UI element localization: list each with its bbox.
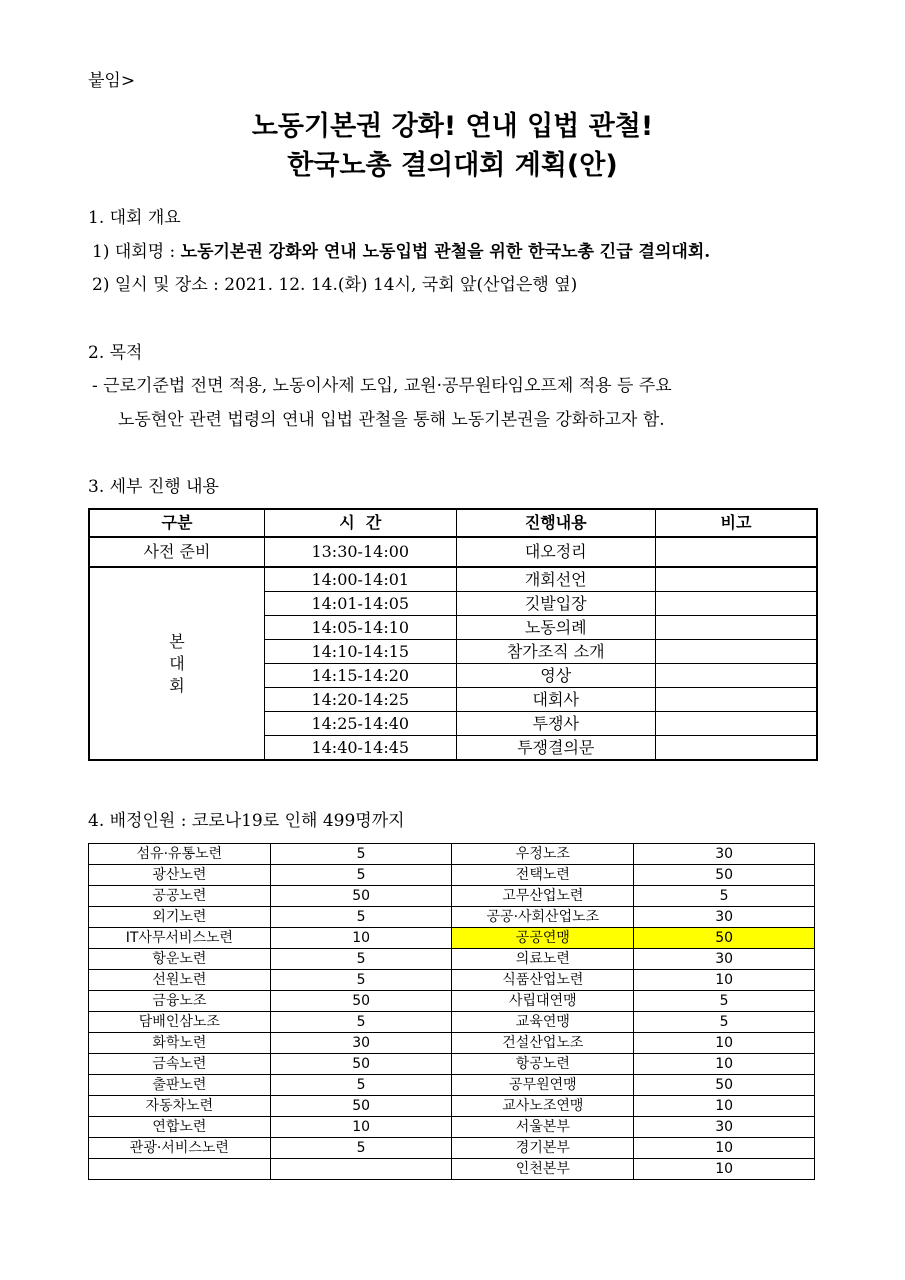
schedule-header-category: 구분 <box>89 509 264 537</box>
schedule-time: 14:01-14:05 <box>264 592 456 616</box>
union-name: 공무원연맹 <box>452 1075 634 1096</box>
union-name: 고무산업노련 <box>452 886 634 907</box>
union-name: 자동차노련 <box>89 1096 271 1117</box>
union-name: 전택노련 <box>452 865 634 886</box>
union-name: 교사노조연맹 <box>452 1096 634 1117</box>
union-name: 담배인삼노조 <box>89 1012 271 1033</box>
union-allocation <box>270 1159 452 1180</box>
union-allocation: 5 <box>270 1075 452 1096</box>
union-allocation: 5 <box>634 1012 815 1033</box>
union-name: 관광·서비스노련 <box>89 1138 271 1159</box>
union-allocation: 10 <box>634 1096 815 1117</box>
schedule-header-content: 진행내용 <box>456 509 655 537</box>
allocation-row <box>89 865 815 886</box>
schedule-time: 14:05-14:10 <box>264 616 456 640</box>
union-allocation: 50 <box>270 1054 452 1075</box>
prep-note <box>655 537 817 567</box>
schedule-header-note: 비고 <box>655 509 817 537</box>
union-allocation: 10 <box>270 928 452 949</box>
schedule-note <box>655 640 817 664</box>
union-name: 경기본부 <box>452 1138 634 1159</box>
schedule-time: 14:15-14:20 <box>264 664 456 688</box>
schedule-time: 14:40-14:45 <box>264 736 456 761</box>
document-title-line1: 노동기본권 강화! 연내 입법 관철! <box>251 111 654 142</box>
allocation-table <box>88 843 815 1180</box>
schedule-content: 투쟁결의문 <box>456 736 655 761</box>
union-allocation: 10 <box>634 1033 815 1054</box>
schedule-time: 14:10-14:15 <box>264 640 456 664</box>
union-name: 교육연맹 <box>452 1012 634 1033</box>
union-allocation: 10 <box>270 1117 452 1138</box>
event-name: 노동기본권 강화와 연내 노동입법 관철을 위한 한국노총 긴급 결의대회. <box>180 242 711 262</box>
union-name: 항공노련 <box>452 1054 634 1075</box>
union-allocation: 10 <box>634 970 815 991</box>
attachment-label: 붙임> <box>88 71 136 91</box>
allocation-row <box>89 1159 815 1180</box>
union-name: IT사무서비스노련 <box>89 928 271 949</box>
allocation-row <box>89 949 815 970</box>
union-allocation: 5 <box>270 844 452 865</box>
section1-heading: 1. 대회 개요 <box>88 208 181 228</box>
section1-item1 <box>92 237 710 262</box>
union-allocation: 5 <box>270 1012 452 1033</box>
union-name: 화학노련 <box>89 1033 271 1054</box>
allocation-row <box>89 1075 815 1096</box>
allocation-row <box>89 1054 815 1075</box>
union-allocation: 50 <box>634 1075 815 1096</box>
union-allocation: 5 <box>270 865 452 886</box>
union-allocation: 5 <box>634 991 815 1012</box>
union-allocation: 30 <box>634 1117 815 1138</box>
union-allocation: 50 <box>634 865 815 886</box>
prep-category: 사전 준비 <box>89 537 264 567</box>
schedule-note <box>655 712 817 736</box>
union-allocation: 30 <box>634 949 815 970</box>
section3-heading: 3. 세부 진행 내용 <box>88 477 219 497</box>
schedule-content: 깃발입장 <box>456 592 655 616</box>
union-name: 식품산업노련 <box>452 970 634 991</box>
union-name: 연합노련 <box>89 1117 271 1138</box>
union-name: 건설산업노조 <box>452 1033 634 1054</box>
union-name: 외기노련 <box>89 907 271 928</box>
allocation-row <box>89 1012 815 1033</box>
union-allocation: 30 <box>634 844 815 865</box>
schedule-content: 개회선언 <box>456 567 655 592</box>
union-allocation: 50 <box>270 886 452 907</box>
allocation-row <box>89 1138 815 1159</box>
allocation-row <box>89 844 815 865</box>
union-allocation: 5 <box>270 1138 452 1159</box>
allocation-row <box>89 907 815 928</box>
union-name: 인천본부 <box>452 1159 634 1180</box>
union-name: 금융노조 <box>89 991 271 1012</box>
schedule-content: 대회사 <box>456 688 655 712</box>
section2-line1: - 근로기준법 전면 적용, 노동이사제 도입, 교원·공무원타임오프제 적용 등 주요 <box>92 376 672 396</box>
union-name: 서울본부 <box>452 1117 634 1138</box>
schedule-note <box>655 616 817 640</box>
main-category-char: 본 <box>169 631 185 651</box>
schedule-time: 14:00-14:01 <box>264 567 456 592</box>
schedule-note <box>655 592 817 616</box>
prep-time: 13:30-14:00 <box>264 537 456 567</box>
union-name <box>89 1159 271 1180</box>
schedule-time: 14:25-14:40 <box>264 712 456 736</box>
prep-content: 대오정리 <box>456 537 655 567</box>
union-allocation: 10 <box>634 1054 815 1075</box>
schedule-note <box>655 688 817 712</box>
allocation-row <box>89 1096 815 1117</box>
schedule-content: 노동의례 <box>456 616 655 640</box>
schedule-note <box>655 736 817 761</box>
schedule-content: 참가조직 소개 <box>456 640 655 664</box>
union-name: 항운노련 <box>89 949 271 970</box>
union-name: 의료노련 <box>452 949 634 970</box>
union-name: 금속노련 <box>89 1054 271 1075</box>
union-allocation: 50 <box>270 1096 452 1117</box>
allocation-row <box>89 1033 815 1054</box>
schedule-note <box>655 567 817 592</box>
section2-line2: 노동현안 관련 법령의 연내 입법 관철을 통해 노동기본권을 강화하고자 함. <box>118 410 665 430</box>
union-allocation: 5 <box>270 949 452 970</box>
schedule-header-time: 시 간 <box>264 509 456 537</box>
section1-item1-prefix: 1) 대회명 : <box>92 242 181 262</box>
main-event-category <box>89 567 264 760</box>
section4-heading: 4. 배정인원 : 코로나19로 인해 499명까지 <box>88 811 405 831</box>
allocation-row <box>89 970 815 991</box>
schedule-time: 14:20-14:25 <box>264 688 456 712</box>
allocation-row <box>89 928 815 949</box>
main-category-char: 회 <box>169 675 185 695</box>
schedule-note <box>655 664 817 688</box>
union-name: 섬유·유통노련 <box>89 844 271 865</box>
union-allocation: 5 <box>634 886 815 907</box>
schedule-table <box>88 508 818 761</box>
union-name: 선원노련 <box>89 970 271 991</box>
union-allocation: 30 <box>634 907 815 928</box>
union-allocation: 5 <box>270 907 452 928</box>
main-category-char: 대 <box>169 653 185 673</box>
allocation-row <box>89 886 815 907</box>
union-name: 공공노련 <box>89 886 271 907</box>
union-allocation: 10 <box>634 1159 815 1180</box>
schedule-content: 영상 <box>456 664 655 688</box>
union-name: 공공연맹 <box>452 928 634 949</box>
union-allocation: 10 <box>634 1138 815 1159</box>
allocation-row <box>89 1117 815 1138</box>
union-allocation: 50 <box>634 928 815 949</box>
union-name: 출판노련 <box>89 1075 271 1096</box>
union-name: 사립대연맹 <box>452 991 634 1012</box>
schedule-content: 투쟁사 <box>456 712 655 736</box>
union-name: 공공·사회산업노조 <box>452 907 634 928</box>
document-title-line2: 한국노총 결의대회 계획(안) <box>287 150 618 181</box>
union-allocation: 5 <box>270 970 452 991</box>
section2-heading: 2. 목적 <box>88 343 143 363</box>
allocation-row <box>89 991 815 1012</box>
union-allocation: 30 <box>270 1033 452 1054</box>
union-allocation: 50 <box>270 991 452 1012</box>
union-name: 우정노조 <box>452 844 634 865</box>
union-name: 광산노련 <box>89 865 271 886</box>
section1-item2: 2) 일시 및 장소 : 2021. 12. 14.(화) 14시, 국회 앞(산업은행 옆) <box>92 275 578 295</box>
